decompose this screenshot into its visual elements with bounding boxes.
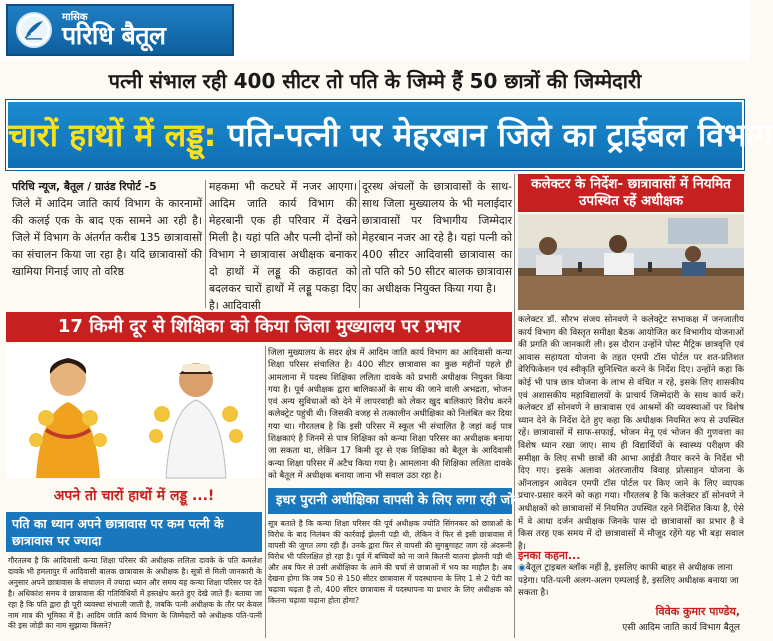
collector-story: कलेक्टर डॉ. सौरभ संजय सोनवणे ने कलेक्ट्रेट सभाकक्ष में जनजातीय कार्य विभाग की विस्तृत समीक्षा बैठक आयोजित कर विभागीय योजनाओं की प्रगति की जानकारी ली। इस दौरान उन्होंने पोस्ट मैट्रिक छात्रवृत्ति एवं आवास सहायता योजना के तहत एमपी टॉस पोर्टल पर शत-प्रतिशत वेरिफिकेशन एवं स्वीकृति सुनिश्चित करने के निर्देश दिए। उन्होंने कहा कि कोई भी पात्र छात्र योजना के लाभ से वंचित न रहे, इसके लिए शासकीय एवं अशासकीय महाविद्यालयों के प्राचार्य जिम्मेदारी के साथ कार्य करें। कलेक्टर डॉ सोनवणे ने छात्रावास एवं आश्रमों की व्यवस्थाओं पर विशेष ध्यान देने के निर्देश देते हुए कहा कि अधीक्षक नियमित रूप से उपस्थित रहें। छात्रावासों में साफ-सफाई, भोजन मेनू एवं भोजन की गुणवत्ता का विशेष ध्यान रखा जाए। साथ ही विद्यार्थियों के स्वास्थ्य परीक्षण की समीक्षा के लिए सभी छात्रों की आभा आईडी तैयार करने के निर्देश भी दिए गए। इसके अलावा अंतरजातीय विवाह प्रोत्साहन योजना के ऑनलाइन आवेदन एमपी टॉस पोर्टल पर किए जाने के लिए व्यापक प्रचार-प्रसार करने को कहा गया। गौरतलब है कि कलेक्टर डॉ सोनवणे ने अधीक्षकों को छात्रावासों में नियमित उपस्थित रहने निर्देशित किया है, ऐसे में वे आधा दर्जन अधीक्षक जिनके पास दो छात्रावासों का प्रभार है वे किस तरह एक समय में दो छात्रावासों में मौजूद रहेंगे यह भी बड़ा सवाल है। [518, 315, 744, 552]
lead-column-1-text: जिले में आदिम जाति कार्य विभाग के कारनामों की कलई एक के बाद एक सामने आ रही है। जिले में विभाग के अंतर्गत करीब 135 छात्रावासों का संचालन किया जा रहा है। यदि छात्रावासों की खामिया गिनाई जाए तो वरिष्ठ [12, 197, 202, 278]
quote-text: बैतूल ट्राइबल ब्लॉक नहीं है, इसलिए काफी बाहर से अधीक्षक लाना पड़ेगा। पति-पत्नी अलग-अलग एम्पलाई है, इसलिए अधीक्षक बनाया जा सकता है। [518, 563, 739, 598]
banner-highlight: चारों हाथों में लड्डू: [8, 116, 217, 154]
masthead-title: परिधि बैतूल [62, 21, 166, 50]
illustration-caption: अपने तो चारों हाथों में लड्डू ...! [53, 488, 215, 504]
headline-banner [6, 100, 773, 170]
cartoon-illustration [6, 344, 262, 478]
lead-column-1 [12, 178, 202, 280]
sidebar-divider [514, 174, 515, 638]
column-divider [205, 180, 206, 308]
quill-emblem-icon [16, 12, 52, 48]
lead-column-2: महकमा भी कटघरे में नजर आएगा। आदिम जाति कार्य विभाग की मेहरबानी एक ही परिवार में देखने मिली है। यहां पति और पत्नी दोनों को विभाग ने छात्रावास अधीक्षक बनाकर दो हाथों में लड्डू की कहावत को बदलकर चारों हाथों में लड्डू पकड़ा दिए है। आदिवासी [209, 180, 357, 312]
headline-kicker: पत्नी संभाल रही 400 सीटर तो पति के जिम्मे हैं 50 छात्रों की जिम्मेदारी [108, 69, 642, 93]
banner-text: पति-पत्नी पर मेहरबान जिले का ट्राईबल विभाग [216, 116, 773, 154]
old-warden-heading: इधर पुरानी अधीक्षिका वापसी के लिए लगा रही जोर [268, 488, 512, 514]
teacher-charge-story: जिला मुख्यालय के सदर क्षेत्र में आदिम जाति कार्य विभाग का आदिवासी कन्या शिक्षा परिसर संचालित है। 400 सीटर छात्रावास का कुछ महीनों पहले ही आमलाना में पदस्थ शिक्षिका ललिता दावके को प्रभारी अधीक्षक नियुक्त किया गया है। पूर्व अधीक्षक द्वारा बालिकाओं के साथ की जाने वाली अभद्रता, भोजन एवं अन्य सुविधाओं को देने में लापरवाही को लेकर खुद बालिकाएं विरोध करने कलेक्ट्रेट पहुंची थी। जिसकी वजह से तत्कालीन अधीक्षिका को निलंबित कर दिया गया था। गौरतलब है कि इसी परिसर में स्कूल भी संचालित है जहां कई पात्र शिक्षकाएं है जिनमें से पात्र शिक्षिका को कन्या शिक्षा परिसर का अधीक्षक बनाया जा सकता था, लेकिन 17 किमी दूर से एक शिक्षिका को बैतूल के आदिवासी कन्या शिक्षा परिसर में अटैच किया गया है। आमलाना की शिक्षिका ललिता दावके को बैतूल में अधीक्षक बनाया जाना भी सवाल उठा रहा है। [268, 348, 512, 481]
quote-author-role: एसी आदिम जाति कार्य विभाग बैतूल [622, 623, 740, 633]
husband-focus-story: गौरतलब है कि आदिवासी कन्या शिक्षा परिसर की अधीक्षक ललिता दावके के पति कमलेश दावके भी हमलापुर में आदिवासी बालक छात्रावास के अधीक्षक है। सूत्रों से मिली जानकारी के अनुसार अपने छात्रावास के संचालन में ज्यादा ध्यान और समय यह कन्या शिक्षा परिसर पर देते है। अधिकांश समय वे छात्रावास की गतिविधियों में हस्तक्षेप करते हुए देखे जाते हैं। बताया जा रहा है कि पति द्वारा ही पूरी व्यवस्था संभाली जाती है, जबकि पत्नी अधीक्षक के तौर पर केवल नाम मात्र की भूमिका में है। आदिम जाति कार्य विभाग के जिम्मेदारों को अधीक्षक पति-पत्नी की इस जोड़ी का नाम सुझाया किसने? [8, 556, 262, 631]
meeting-photo [518, 214, 744, 310]
masthead-tag: मासिक [62, 12, 88, 23]
masthead [0, 0, 750, 60]
quote-bullet-icon: ◉ [518, 563, 526, 573]
teacher-charge-heading: 17 किमी दूर से शिक्षिका को किया जिला मुख्यालय पर प्रभार [6, 312, 512, 342]
quote-body [518, 562, 744, 600]
column-divider [265, 346, 266, 638]
byline: परिधि न्यूज, बैतूल / ग्राउंड रिपोर्ट -5 [12, 180, 157, 193]
quote-author-name: विवेक कुमार पाण्डेय, [655, 605, 740, 618]
quote-heading: इनका कहना... [518, 549, 581, 562]
lead-column-3: दूरस्थ अंचलों के छात्रावासों के साथ-साथ जिला मुख्यालय के भी मलाईदार छात्रावासों पर विभागीय जिम्मेदार मेहरबान नजर आ रहे है। यहां पत्नी को 400 सीटर आदिवासी छात्रावास का तो पति को 50 सीटर बालक छात्रावास का अधीक्षक नियुक्त किया गया है। [362, 180, 512, 295]
masthead-logo[interactable] [6, 4, 234, 56]
husband-focus-heading: पति का ध्यान अपने छात्रावास पर कम पत्नी के छात्रावास पर ज्यादा [6, 512, 262, 552]
old-warden-story: सूत्र बताते है कि कन्या शिक्षा परिसर की पूर्व अधीक्षक ज्योति सिंगनकर को छात्राओं के विरोध के बाद निलंबन की कार्रवाई झेलनी पड़ी थी, लेकिन वे फिर से इसी छात्रावास में वापसी की जुगत लगा रही हैं। उनके द्वारा फिर से वापसी की सुगबुगाहट जाग रहे अंदरूनी विरोध भी परिलक्षित हो रहा है। पूर्व में बच्चियों को ना जाने कितनी यातना झेलनी पड़ी थी और अब फिर से उसी अधीक्षिका के आने की चर्चा से छात्राओं में भय का माहौल है। अब देखना होगा कि जब 50 से 150 सीटर छात्रावास में पदस्थापना के लिए 1 से 2 पेटी का चढ़ावा चढ़ता है तो, 400 सीटर छात्रावास में पदस्थापना या प्रभार के लिए अधीक्षक को कितना चढ़ावा चढ़ाना होता होगा? [268, 519, 512, 605]
column-divider [359, 180, 360, 308]
collector-heading: कलेक्टर के निर्देश- छात्रावासों में नियमित उपस्थित रहें अधीक्षक [518, 174, 744, 212]
